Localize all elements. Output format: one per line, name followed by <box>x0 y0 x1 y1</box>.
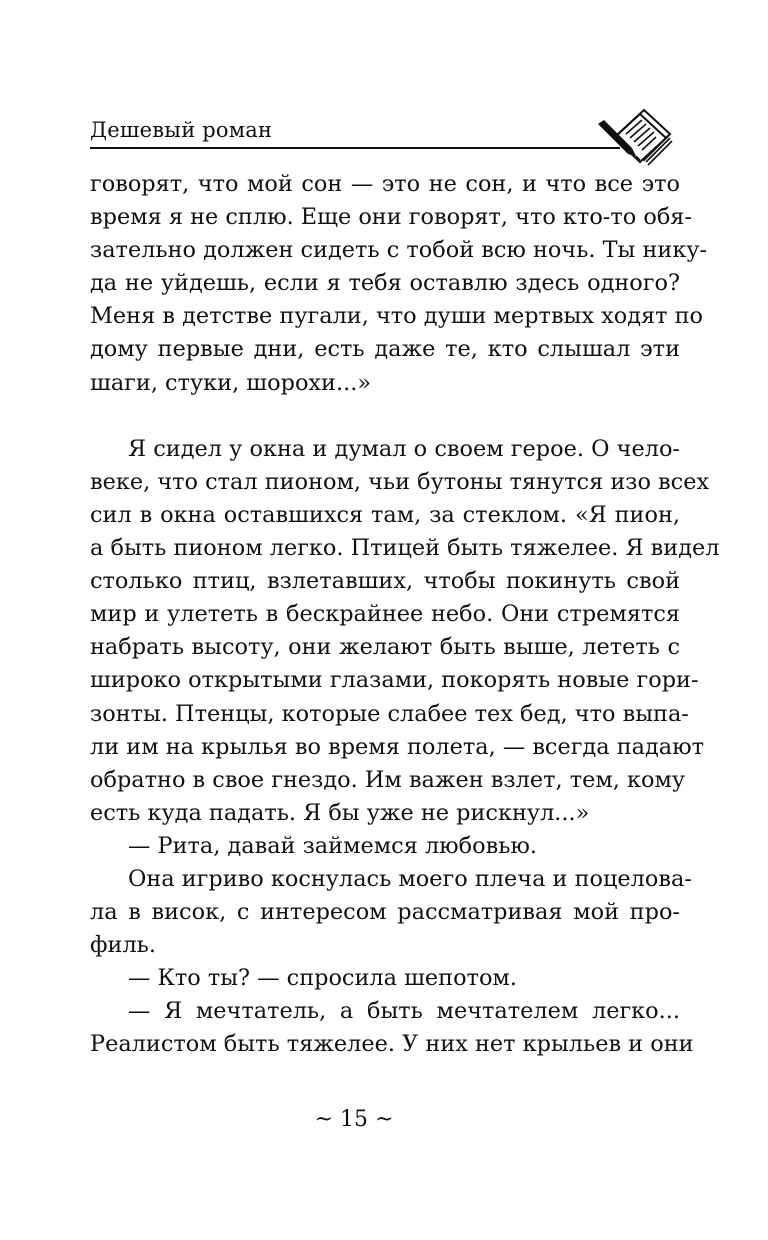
header-rule <box>90 147 620 149</box>
text-line: сил в окна оставшихся там, за стеклом. «Я пион, <box>90 501 680 528</box>
body-text <box>90 168 720 1062</box>
text-line: мир и улететь в бескрайнее небо. Они стремятся <box>90 601 680 628</box>
text-line: веке, что стал пионом, чьи бутоны тянутся изо всех <box>90 468 710 495</box>
text-line: — Кто ты? — спросила шепотом. <box>128 965 517 992</box>
running-title: Дешевый роман <box>90 118 273 142</box>
text-line: говорят, что мой сон — это не сон, и что все это <box>90 171 680 197</box>
text-line: Реалистом быть тяжелее. У них нет крыльев и они <box>90 1031 694 1058</box>
page-number: ~ 15 ~ <box>314 1107 394 1132</box>
text-line: зательно должен сидеть с тобой всю ночь. Ты нику- <box>90 237 708 264</box>
text-line: Меня в детстве пугали, что души мертвых ходят по <box>90 303 704 330</box>
text-line: широко открытыми глазами, покорять новые гори- <box>90 667 699 694</box>
text-line: ли им на крылья во время полета, — всегда падают <box>90 733 704 760</box>
text-line: время я не сплю. Еще они говорят, что кто-то обя- <box>90 204 692 231</box>
text-line: обратно в свое гнездо. Им важен взлет, тем, кому <box>90 766 686 793</box>
text-line: филь. <box>90 932 156 959</box>
text-line: — Рита, давай займемся любовью. <box>128 832 538 859</box>
text-line: — Я мечтатель, а быть мечтателем легко... <box>128 998 680 1025</box>
paragraph-gap <box>90 400 680 433</box>
text-line: набрать высоту, они желают быть выше, лететь с <box>90 634 680 661</box>
notebook-with-pen-icon <box>596 104 674 168</box>
text-line: Я сидел у окна и думал о своем герое. О чело- <box>128 435 680 462</box>
text-line: Она игриво коснулась моего плеча и поцелова- <box>128 865 692 892</box>
text-line: есть куда падать. Я бы уже не рискнул...» <box>90 799 590 826</box>
text-line: а быть пионом легко. Птицей быть тяжелее. Я видел <box>90 535 720 562</box>
text-line: да не уйдешь, если я тебя оставлю здесь одного? <box>90 270 680 297</box>
text-line: шаги, стуки, шорохи...» <box>90 369 372 396</box>
text-line: зонты. Птенцы, которые слабее тех бед, что выпа- <box>90 700 689 727</box>
text-line: столько птиц, взлетавших, чтобы покинуть свой <box>90 568 680 595</box>
text-line: дому первые дни, есть даже те, кто слышал эти <box>90 336 680 363</box>
text-line: ла в висок, с интересом рассматривая мой про- <box>90 899 680 926</box>
